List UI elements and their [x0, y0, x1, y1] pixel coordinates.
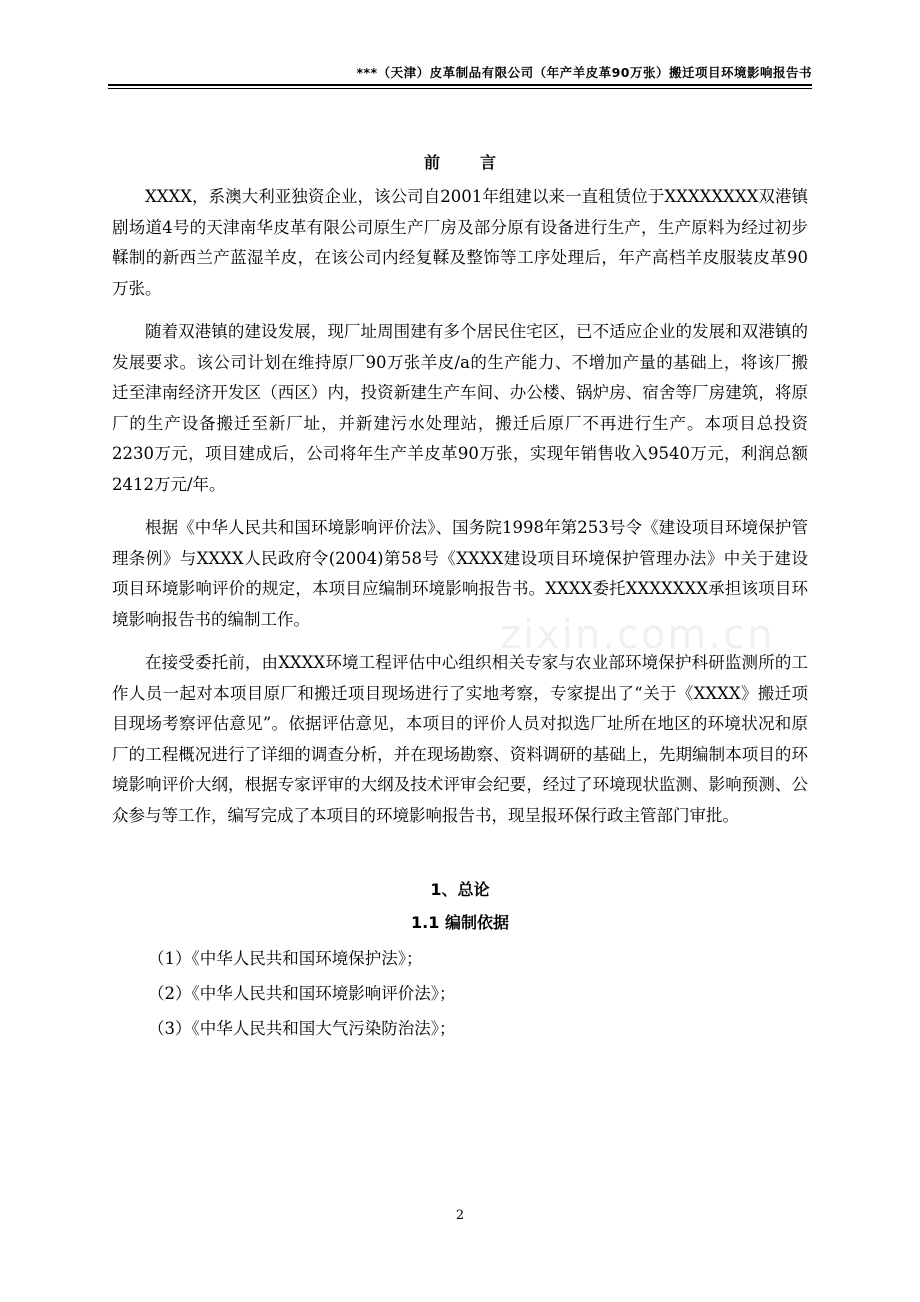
- watermark: zixin.com.cn: [500, 612, 775, 658]
- list-item: （2）《中华人民共和国环境影响评价法》；: [148, 984, 456, 1003]
- foreword-paragraph: XXXX，系澳大利亚独资企业，该公司自2001年组建以来一直租赁位于XXXXXXXX双港镇剧场道4号的天津南华皮革有限公司原生产厂房及部分原有设备进行生产，生产原料为经过初步鞣制的新西兰产蓝湿羊皮，在该公司内经复鞣及整饰等工序处理后，年产高档羊皮服装皮革90万张。: [112, 187, 808, 298]
- header-rule-thin: [108, 88, 812, 89]
- foreword-title: 前言: [423, 153, 536, 172]
- list-item: （3）《中华人民共和国大气污染防治法》；: [148, 1019, 456, 1038]
- header-rule: [108, 84, 812, 86]
- page-content: [112, 148, 808, 1046]
- foreword-paragraph: 在接受委托前，由XXXX环境工程评估中心组织相关专家与农业部环境保护科研监测所的工作人员一起对本项目原厂和搬迁项目现场进行了实地考察，专家提出了“关于《XXXX》搬迁项目现场考察评估意见”。依据评估意见，本项目的评价人员对拟选厂址所在地区的环境状况和原厂的工程概况进行了详细的调查分析，并在现场勘察、资料调研的基础上，先期编制本项目的环境影响评价大纲，根据专家评审的大纲及技术评审会纪要，经过了环境现状监测、影响预测、公众参与等工作，编写完成了本项目的环境影响报告书，现呈报环保行政主管部门审批。: [112, 653, 808, 825]
- subsection-title: 1.1 编制依据: [411, 913, 509, 932]
- section-title: 1、总论: [430, 880, 490, 899]
- running-header: ***（天津）皮革制品有限公司（年产羊皮革90万张）搬迁项目环境影响报告书: [356, 65, 812, 80]
- list-item: （1）《中华人民共和国环境保护法》；: [148, 949, 423, 968]
- page-number: 2: [455, 1208, 465, 1223]
- foreword-paragraph: 随着双港镇的建设发展，现厂址周围建有多个居民住宅区，已不适应企业的发展和双港镇的发展要求。该公司计划在维持原厂90万张羊皮/a的生产能力、不增加产量的基础上，将该厂搬迁至津南经济开发区（西区）内，投资新建生产车间、办公楼、锅炉房、宿舍等厂房建筑，将原厂的生产设备搬迁至新厂址，并新建污水处理站，搬迁后原厂不再进行生产。本项目总投资2230万元，项目建成后，公司将年生产羊皮革90万张，实现年销售收入9540万元，利润总额2412万元/年。: [112, 322, 808, 494]
- foreword-paragraph: 根据《中华人民共和国环境影响评价法》、国务院1998年第253号令《建设项目环境保护管理条例》与XXXX人民政府令(2004)第58号《XXXX建设项目环境保护管理办法》中关于建设项目环境影响评价的规定，本项目应编制环境影响报告书。XXXX委托XXXXXXX承担该项目环境影响报告书的编制工作。: [112, 518, 808, 629]
